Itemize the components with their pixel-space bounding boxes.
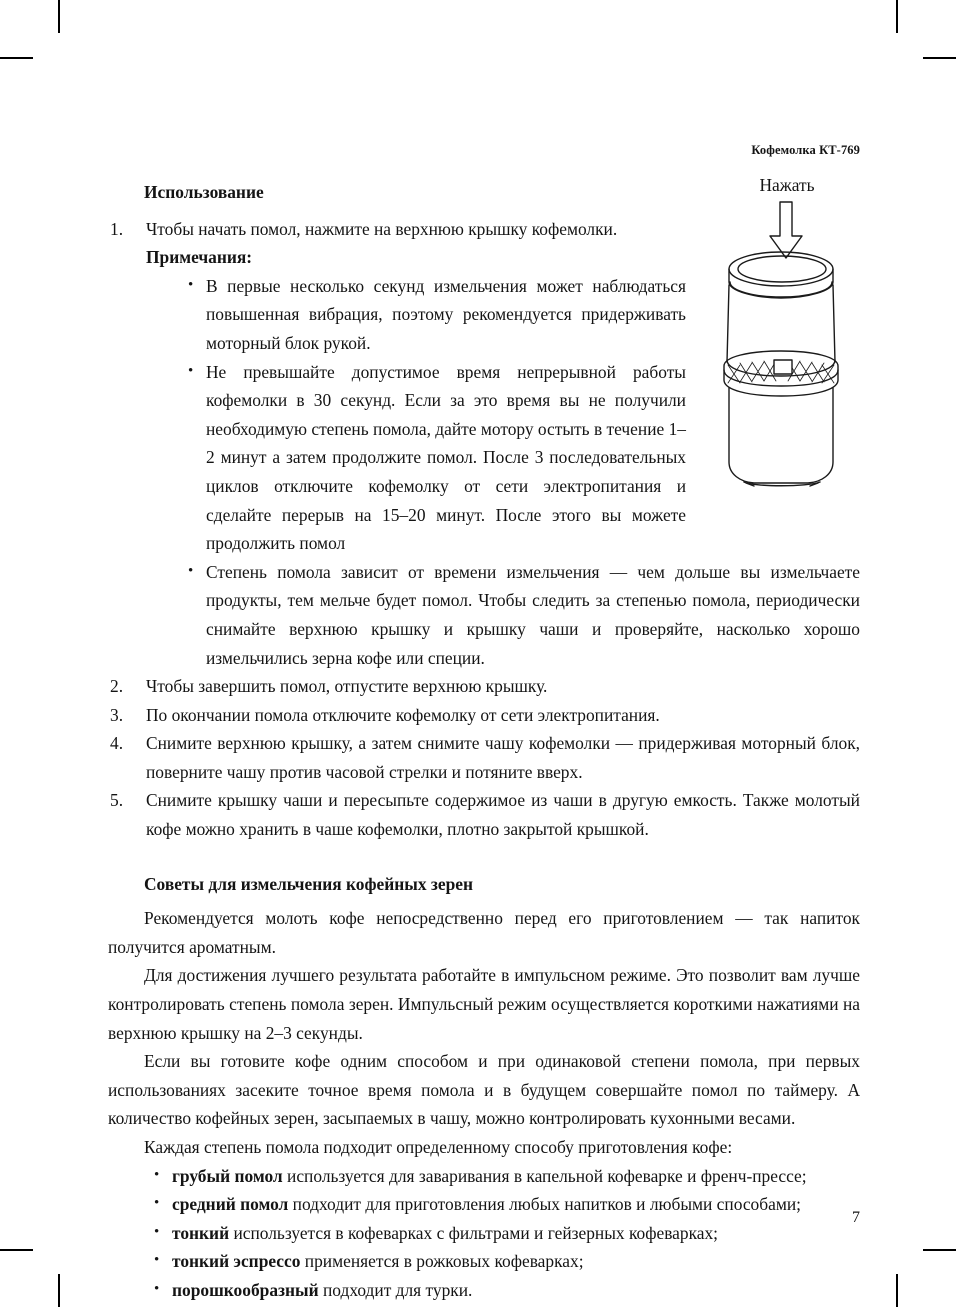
grind-type-item bbox=[150, 1276, 860, 1305]
tips-paragraph: Если вы готовите кофе одним способом и при одинаковой степени помола, при первых использованиях засеките точное время помола и в будущем совершайте помол по таймеру. А количество кофейных зерен, засыпаемых в чашу, можно контролировать кухонными весами. bbox=[108, 1051, 860, 1129]
grind-type-item bbox=[150, 1190, 860, 1219]
tips-paragraph: Рекомендуется молоть кофе непосредственно перед его приготовлением — так напиток получится ароматным. bbox=[108, 908, 860, 957]
usage-step-1 bbox=[108, 215, 860, 673]
step-number: 5. bbox=[110, 790, 124, 811]
grind-types-list bbox=[150, 1162, 860, 1305]
grind-type-term: порошкообразный bbox=[172, 1279, 319, 1300]
bullet-glyph: • bbox=[154, 1166, 160, 1183]
note-text: В первые несколько секунд измельчения может наблюдаться повышенная вибрация, поэтому рекомендуется придерживать моторный блок рукой. bbox=[206, 275, 686, 353]
running-head: Кофемолка КТ-769 bbox=[751, 143, 860, 157]
page-content bbox=[108, 175, 860, 1305]
usage-step-2 bbox=[108, 672, 860, 701]
usage-step-list bbox=[108, 215, 860, 844]
section-heading-tips: Советы для измельчения кофейных зерен bbox=[144, 873, 474, 894]
bullet-glyph: • bbox=[154, 1195, 160, 1212]
bullet-glyph: • bbox=[188, 276, 194, 293]
usage-step-3 bbox=[108, 701, 860, 730]
grind-list-lead-in: Каждая степень помола подходит определенному способу приготовления кофе: bbox=[144, 1137, 733, 1157]
grind-type-item bbox=[150, 1162, 860, 1191]
note-item bbox=[184, 272, 860, 358]
step-text: Снимите верхнюю крышку, а затем снимите чашу кофемолки — придерживая моторный блок, поверните чашу против часовой стрелки и потяните вверх. bbox=[146, 733, 860, 782]
press-label: Нажать bbox=[759, 175, 815, 195]
usage-step-5 bbox=[108, 786, 860, 843]
grind-type-description: подходит для приготовления любых напитков и любыми способами; bbox=[288, 1194, 801, 1215]
notes-list bbox=[184, 272, 860, 672]
step-text: Чтобы завершить помол, отпустите верхнюю крышку. bbox=[146, 676, 548, 697]
bullet-glyph: • bbox=[188, 362, 194, 379]
step-text: Снимите крышку чаши и пересыпьте содержимое из чаши в другую емкость. Также молотый кофе можно хранить в чаше кофемолки, плотно закрытой крышкой. bbox=[146, 790, 860, 840]
note-text: Степень помола зависит от времени измельчения — чем дольше вы измельчаете продукты, тем мельче будет помол. Чтобы следить за степенью помола, периодически снимайте верхнюю крышку и крышку чаши и проверяйте, насколько хорошо измельчились зерна кофе или специи. bbox=[206, 561, 860, 668]
grind-type-term: средний помол bbox=[172, 1194, 289, 1215]
usage-step-4 bbox=[108, 729, 860, 786]
section-heading-usage: Использование bbox=[144, 182, 264, 202]
note-item bbox=[184, 558, 860, 672]
step-number: 1. bbox=[110, 218, 124, 239]
note-text: Не превышайте допустимое время непрерывной работы кофемолки в 30 секунд. Если за это время вы не получили необходимую степень помола, дайте мотору остыть в течение 1–2 минут а затем продолжите помол. После 3 последовательных циклов отключите кофемолку от сети электропитания и сделайте перерыв на 15–20 минут. После этого вы можете продолжить помол bbox=[206, 361, 686, 554]
page-number: 7 bbox=[852, 1209, 860, 1226]
step-number: 2. bbox=[110, 676, 124, 697]
note-item bbox=[184, 358, 860, 558]
grind-type-item bbox=[150, 1219, 860, 1248]
step-number: 4. bbox=[110, 733, 124, 754]
grind-type-term: грубый помол bbox=[172, 1165, 283, 1186]
bullet-glyph: • bbox=[154, 1252, 160, 1269]
grind-type-description: применяется в рожковых кофеварках; bbox=[300, 1251, 584, 1272]
grind-type-term: тонкий эспрессо bbox=[172, 1251, 301, 1272]
bullet-glyph: • bbox=[188, 562, 194, 579]
step-number: 3. bbox=[110, 704, 124, 725]
bullet-glyph: • bbox=[154, 1280, 160, 1297]
grind-type-description: используется для заваривания в капельной кофеварке и френч-прессе; bbox=[282, 1165, 807, 1186]
tips-paragraph: Для достижения лучшего результата работайте в импульсном режиме. Это позволит вам лучше контролировать степень помола зерен. Импульсный режим осуществляется короткими нажатиями на верхнюю крышку на 2–3 секунды. bbox=[108, 965, 860, 1043]
notes-sub-heading: Примечания: bbox=[146, 247, 253, 268]
grind-type-item bbox=[150, 1247, 860, 1276]
grind-type-term: тонкий bbox=[172, 1222, 230, 1243]
bullet-glyph: • bbox=[154, 1223, 160, 1240]
grind-type-description: подходит для турки. bbox=[318, 1279, 473, 1300]
grind-type-description: используется в кофеварках с фильтрами и гейзерных кофеварках; bbox=[229, 1222, 719, 1243]
step-text: Чтобы начать помол, нажмите на верхнюю крышку кофемолки. bbox=[146, 218, 618, 239]
step-text: По окончании помола отключите кофемолку от сети электропитания. bbox=[146, 704, 660, 725]
